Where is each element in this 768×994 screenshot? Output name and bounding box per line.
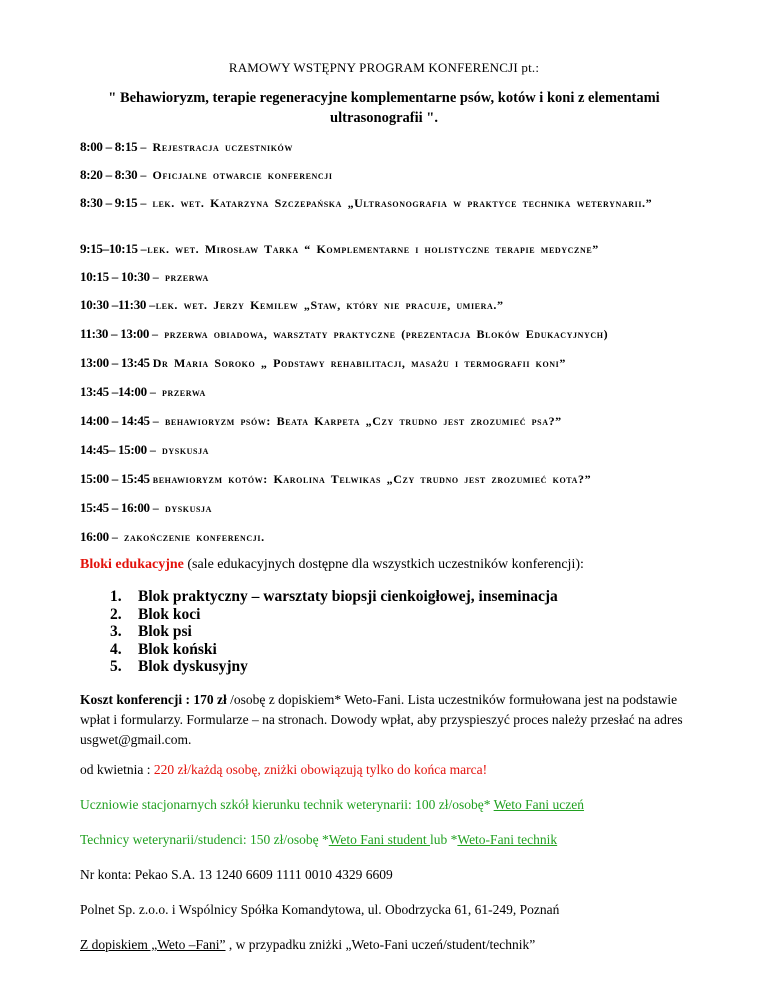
schedule-text: – dyskusja: [149, 443, 210, 457]
april-price-text: 220 zł/każdą osobę, zniżki obowiązują tylko do końca marca!: [153, 762, 488, 777]
schedule-item: [80, 138, 720, 156]
schedule-item: [80, 412, 720, 430]
list-item: [110, 658, 558, 676]
schedule-time: 11:30 – 13:00: [80, 326, 150, 341]
conference-subtitle: " Behawioryzm, terapie regeneracyjne komplementarne psów, kotów i koni z elementami ultrasonografii ".: [108, 90, 660, 126]
cost-label: Koszt konferencji : 170 zł: [80, 692, 227, 707]
schedule-time: 8:20 – 8:30: [80, 167, 138, 182]
schedule-time: 8:30 – 9:15: [80, 195, 138, 210]
schedule-time: 14:00 – 14:45: [80, 413, 150, 428]
schedule-text: Dr Maria Soroko „ Podstawy rehabilitacji, masażu i termografii koni”: [152, 356, 566, 370]
list-number: 1.: [110, 588, 122, 605]
schedule-time: 10:15 – 10:30: [80, 269, 150, 284]
schedule-text: –lek. wet. Jerzy Kemilew „Staw, który nie pracuje, umiera.”: [149, 298, 504, 312]
block-label: Blok psi: [138, 623, 192, 640]
schedule-time: 15:45 – 16:00: [80, 500, 150, 515]
students-text: Uczniowie stacjonarnych szkół kierunku technik weterynarii: 100 zł/osobę*: [80, 797, 494, 812]
schedule-item: [80, 325, 720, 343]
schedule-item: [80, 499, 720, 517]
schedule-item: [80, 354, 720, 372]
schedule-item: [80, 383, 720, 401]
schedule-text: – behawioryzm psów: Beata Karpeta „Czy trudno jest zrozumieć psa?”: [152, 414, 562, 428]
schedule-time: 10:30 –11:30: [80, 297, 147, 312]
technicians-mid: lub *: [430, 832, 458, 847]
schedule-text: – zakończenie konferencji.: [111, 530, 265, 544]
cost-text: /osobę z dopiskiem* Weto-Fani. Lista uczestników formułowana jest na podstawie wpłat i formularzy. Formularze – na stronach. Dowody wpłat, aby przyspieszyć proces należy przesłać na adres usgwet@gmail.com.: [80, 692, 683, 747]
block-label: Blok praktyczny – warsztaty biopsji cienkoigłowej, inseminacja: [138, 588, 558, 605]
schedule-text: – Oficjalne otwarcie konferencji: [140, 168, 333, 182]
note-underlined: Z dopiskiem „Weto –Fani”: [80, 937, 226, 952]
block-label: Blok koński: [138, 640, 217, 658]
technician-link[interactable]: Weto-Fani technik: [457, 832, 558, 847]
block-label: Blok dyskusyjny: [138, 658, 248, 675]
document-title: RAMOWY WSTĘPNY PROGRAM KONFERENCJI pt.:: [228, 60, 540, 75]
schedule-time: 15:00 – 15:45: [80, 471, 150, 486]
schedule-text: behawioryzm kotów: Karolina Telwikas „Czy trudno jest zrozumieć kota?”: [152, 472, 592, 486]
schedule-time: 13:45 –14:00: [80, 384, 147, 399]
schedule-item: [80, 528, 720, 546]
list-number: 5.: [110, 658, 122, 675]
list-number: 4.: [110, 640, 122, 658]
technicians-text: Technicy weterynarii/studenci: 150 zł/osobę *: [80, 832, 329, 847]
list-item: [110, 606, 558, 624]
schedule-time: 13:00 – 13:45: [80, 355, 150, 370]
schedule-time: 14:45– 15:00: [80, 442, 147, 457]
blocks-list: [110, 588, 558, 676]
list-number: 3.: [110, 623, 122, 640]
block-label: Blok koci: [138, 605, 201, 623]
april-price: [80, 760, 700, 780]
schedule-text: – Rejestracja uczestników: [140, 140, 293, 154]
april-prefix: od kwietnia :: [80, 762, 154, 777]
technicians-price: [80, 830, 700, 850]
bank-account: Nr konta: Pekao S.A. 13 1240 6609 1111 0010 4329 6609: [80, 867, 393, 882]
schedule-item: [80, 441, 720, 459]
schedule-item: [80, 268, 720, 286]
schedule-time: 9:15–10:15: [80, 241, 138, 256]
schedule-item: [80, 296, 720, 314]
blocks-label: Bloki edukacyjne: [80, 557, 184, 572]
schedule-text: – lek. wet. Katarzyna Szczepańska „Ultrasonografia w praktyce technika weterynarii.”: [140, 196, 653, 210]
list-item: [110, 623, 558, 641]
schedule-item: [80, 470, 720, 488]
list-item: [110, 588, 558, 606]
cost-paragraph: [80, 690, 700, 750]
list-item: [110, 641, 558, 659]
blocks-intro-text: (sale edukacyjnych dostępne dla wszystkich uczestników konferencji):: [183, 557, 584, 572]
company-address: Polnet Sp. z.o.o. i Wspólnicy Spółka Komandytowa, ul. Obodrzycka 61, 61-249, Poznań: [80, 902, 560, 917]
schedule-time: 8:00 – 8:15: [80, 139, 138, 154]
note-text: , w przypadku zniżki „Weto-Fani uczeń/student/technik”: [225, 937, 536, 952]
schedule-text: – dyskusja: [152, 501, 212, 515]
schedule-item: [80, 194, 720, 212]
students-price: [80, 795, 700, 815]
students-link[interactable]: Weto Fani uczeń: [493, 797, 585, 812]
schedule-item: [80, 240, 720, 258]
schedule-text: – przerwa obiadowa, warsztaty praktyczne (prezentacja Bloków Edukacyjnych): [152, 327, 609, 341]
schedule-text: –lek. wet. Mirosław Tarka “ Komplementarne i holistyczne terapie medyczne”: [140, 242, 599, 256]
schedule-text: – przerwa: [149, 385, 206, 399]
student-link[interactable]: Weto Fani student: [328, 832, 431, 847]
schedule-text: – przerwa: [152, 270, 209, 284]
schedule-item: [80, 166, 720, 184]
note-paragraph: [80, 935, 700, 955]
blocks-intro: [80, 557, 584, 573]
list-number: 2.: [110, 605, 122, 623]
schedule-time: 16:00: [80, 529, 109, 544]
